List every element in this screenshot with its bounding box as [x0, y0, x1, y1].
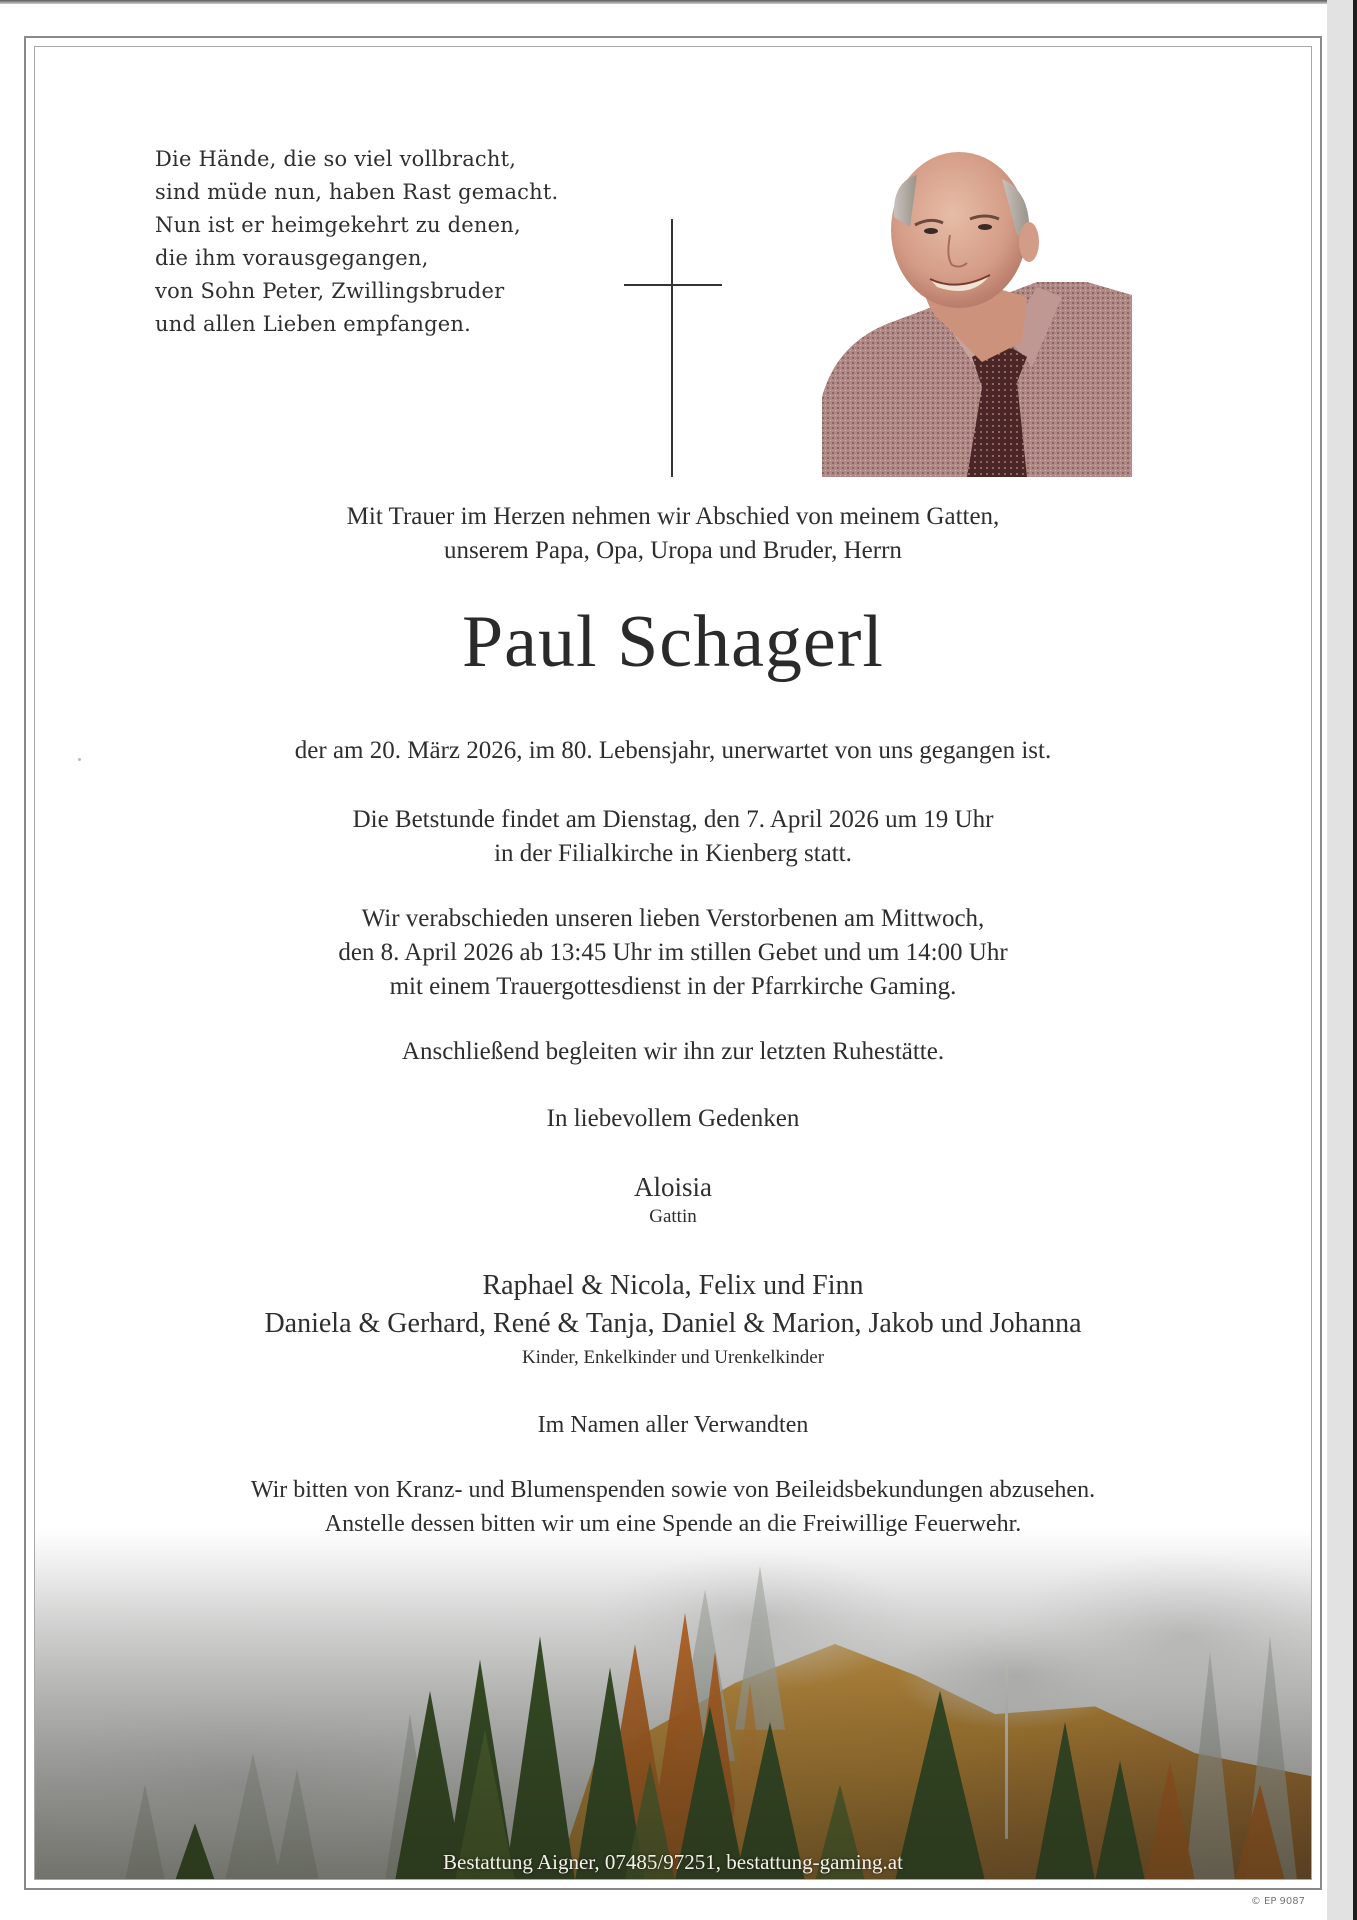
forest-landscape-image [35, 1527, 1312, 1880]
poem-line: Die Hände, die so viel vollbracht, [155, 147, 517, 171]
intro-line: unserem Papa, Opa, Uropa und Bruder, Herrn [444, 537, 902, 564]
donation-request [35, 1473, 1311, 1541]
copyright-mark: © EP 9087 [1250, 1896, 1305, 1907]
prayer-service-info [35, 803, 1311, 871]
request-line: Anstelle dessen bitten wir um eine Spende an die Freiwillige Feuerwehr. [324, 1511, 1022, 1537]
farewell-line: mit einem Trauergottesdienst in der Pfarrkirche Gaming. [389, 973, 957, 1000]
deceased-name: Paul Schagerl [462, 601, 884, 683]
children-role: Kinder, Enkelkinder und Urenkelkinder [521, 1347, 825, 1368]
prayer-line: in der Filialkirche in Kienberg statt. [494, 840, 852, 867]
cross-vertical-bar [671, 219, 673, 477]
poem-line: die ihm vorausgegangen, [155, 246, 429, 270]
burial-line: Anschließend begleiten wir ihn zur letzten Ruhestätte. [401, 1038, 945, 1065]
children-line: Daniela & Gerhard, René & Tanja, Daniel & Marion, Jakob und Johanna [264, 1308, 1082, 1339]
poem-line: und allen Lieben empfangen. [155, 312, 471, 336]
poem-line: sind müde nun, haben Rast gemacht. [155, 180, 559, 204]
undertaker-contact: Bestattung Aigner, 07485/97251, bestattung-gaming.at [443, 1850, 903, 1874]
relatives-line: Im Namen aller Verwandten [537, 1412, 809, 1438]
intro-line: Mit Trauer im Herzen nehmen wir Abschied von meinem Gatten, [346, 503, 1000, 530]
scan-edge-top [0, 0, 1357, 4]
memory-line: In liebevollem Gedenken [546, 1105, 800, 1132]
request-line: Wir bitten von Kranz- und Blumenspenden sowie von Beileidsbekundungen abzusehen. [250, 1477, 1096, 1503]
children-line: Raphael & Nicola, Felix und Finn [482, 1270, 864, 1301]
poem-line: Nun ist er heimgekehrt zu denen, [155, 213, 521, 237]
poem [155, 143, 558, 341]
cross-horizontal-bar [624, 284, 722, 286]
funeral-service-info [35, 902, 1311, 1004]
portrait-photo [822, 147, 1132, 477]
spouse-name: Aloisia [634, 1172, 712, 1202]
farewell-line: den 8. April 2026 ab 13:45 Uhr im stillen Gebet und um 14:00 Uhr [338, 939, 1008, 966]
prayer-line: Die Betstunde findet am Dienstag, den 7. April 2026 um 19 Uhr [352, 806, 994, 833]
poem-line: von Sohn Peter, Zwillingsbruder [155, 279, 505, 303]
farewell-line: Wir verabschieden unseren lieben Verstorbenen am Mittwoch, [361, 905, 985, 932]
death-date-line: der am 20. März 2026, im 80. Lebensjahr, unerwartet von uns gegangen ist. [294, 737, 1052, 764]
spouse-role: Gattin [649, 1206, 697, 1227]
scan-edge-right [1353, 0, 1357, 1920]
obituary-card [34, 46, 1312, 1880]
intro-text [35, 500, 1311, 568]
